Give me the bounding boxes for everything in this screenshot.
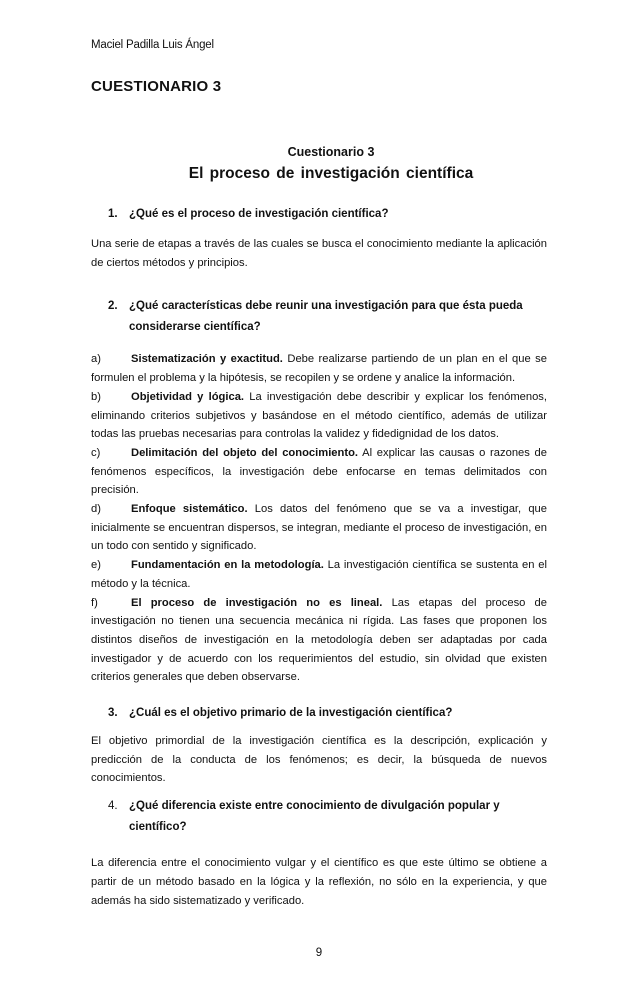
document-subtitle: Cuestionario 3: [287, 145, 375, 159]
author-name: Maciel Padilla Luis Ángel: [91, 39, 214, 51]
question-text: ¿Qué diferencia existe entre conocimiento de divulgación popular y científico?: [129, 800, 500, 834]
item-text: Las etapas del proceso de investigación no tienen una secuencia mecánica ni rígida. Las fases que proponen los distintos diseños de investigación en la metodología deben ser adaptadas por cada investigador y de acuerdo con los requerimientos del estudio, sin olvidad que existen criterios generales que deben observarse.: [91, 596, 547, 684]
question-4: [108, 796, 547, 838]
question-number: 3.: [108, 707, 118, 720]
question-number: 1.: [108, 208, 118, 220]
item-term: Objetividad y lógica.: [131, 390, 245, 403]
item-term: Sistematización y exactitud.: [131, 353, 283, 366]
characteristic-d: [91, 500, 547, 556]
item-term: Delimitación del objeto del conocimiento.: [131, 446, 359, 459]
item-letter: d): [91, 503, 101, 516]
characteristic-a: [91, 350, 547, 387]
question-text: ¿Qué características debe reunir una investigación para que ésta pueda considerarse científica?: [129, 300, 523, 334]
answer-3: El objetivo primordial de la investigación científica es la descripción, explicación y predicción de la conducta de los fenómenos; es decir, la búsqueda de nuevos conocimientos.: [91, 735, 547, 785]
item-letter: e): [91, 559, 101, 572]
question-text: ¿Cuál es el objetivo primario de la investigación científica?: [129, 707, 453, 720]
question-3: [108, 703, 547, 724]
item-term: El proceso de investigación no es lineal.: [131, 596, 383, 609]
characteristics-list: [91, 350, 547, 687]
question-2: [108, 296, 547, 338]
answer-4: La diferencia entre el conocimiento vulgar y el científico es que este último se obtiene a partir de un método basado en la lógica y la reflexión, no sólo en la experiencia, y que además ha sido sistematizado y verificado.: [91, 857, 547, 907]
answer-1: Una serie de etapas a través de las cuales se busca el conocimiento mediante la aplicación de ciertos métodos y principios.: [91, 238, 547, 269]
characteristic-e: [91, 556, 547, 593]
item-letter: f): [91, 596, 98, 609]
item-letter: b): [91, 390, 101, 403]
characteristic-f: [91, 594, 547, 688]
item-text: Al explicar las causas o razones de fenómenos específicos, la investigación debe enfocarse en temas delimitados con precisión.: [91, 446, 547, 497]
question-number: 2.: [108, 300, 118, 313]
item-text: La investigación científica se sustenta en el método y la técnica.: [91, 559, 547, 590]
main-heading: CUESTIONARIO 3: [91, 78, 222, 95]
question-1: [108, 204, 547, 225]
characteristic-b: [91, 388, 547, 444]
item-text: Los datos del fenómeno que se va a investigar, que inicialmente se encuentran dispersos, se integran, mediante el proceso de investigación, en un todo con sentido y significado.: [91, 503, 547, 553]
item-letter: a): [91, 353, 101, 366]
item-text: Debe realizarse partiendo de un plan en el que se formulen el problema y la hipótesis, se recopilen y se ordene y analice la información.: [91, 353, 547, 385]
question-number: 4.: [108, 800, 118, 813]
item-letter: c): [91, 446, 101, 459]
document-title: El proceso de investigación científica: [188, 165, 474, 182]
item-term: Enfoque sistemático.: [131, 503, 248, 516]
characteristic-c: [91, 444, 547, 500]
page-number: 9: [315, 947, 323, 960]
item-text: La investigación debe describir y explicar los fenómenos, eliminando criterios subjetivos y basándose en el método científico, además de utilizar todas las pruebas necesarias para controlas la validez y fidedignidad de los datos.: [91, 390, 548, 441]
item-term: Fundamentación en la metodología.: [131, 559, 324, 572]
question-text: ¿Qué es el proceso de investigación científica?: [129, 208, 389, 220]
